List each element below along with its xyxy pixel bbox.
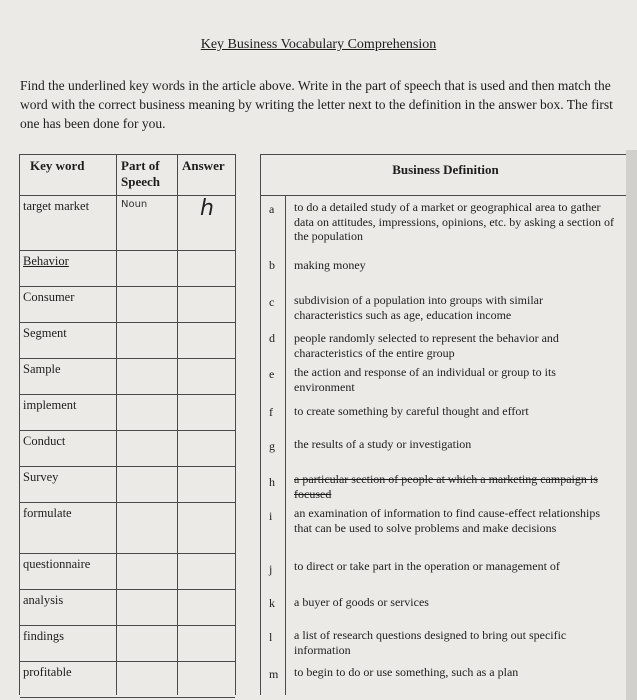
key-word: analysis (23, 593, 64, 607)
definition-text: a list of research questions designed to bring out specific information (294, 628, 567, 657)
definition-text: to direct or take part in the operation or management of (294, 559, 560, 573)
definition-letter: j (269, 562, 273, 576)
key-word: formulate (23, 506, 72, 520)
table-row (20, 626, 235, 662)
key-word: Sample (23, 362, 61, 376)
table-row (20, 251, 235, 287)
page-edge-shadow (626, 150, 637, 700)
instructions-text: Find the underlined key words in the article above. Write in the part of speech that is used and then match the word with the correct business meaning by writing the letter next to the definition in the answer box. The first one has been done for you. (20, 78, 613, 131)
definition-text: a particular section of people at which a marketing campaign is focused (294, 472, 598, 501)
definition-letter: m (269, 667, 279, 681)
table-row (20, 662, 235, 698)
key-word: target market (23, 199, 90, 213)
definition-text: to do a detailed study of a market or geographical area to gather data on attitudes, impressions, opinions, etc. by asking a section of the population (294, 200, 614, 243)
part-of-speech-cell[interactable]: Noun (121, 199, 148, 210)
definition-text: to create something by careful thought and effort (294, 404, 529, 418)
definition-letter: g (269, 439, 275, 453)
header-part-of-speech: Part of Speech (121, 158, 160, 189)
key-word: Conduct (23, 434, 66, 448)
key-word: findings (23, 629, 64, 643)
table-row (20, 359, 235, 395)
table-row (20, 196, 235, 251)
key-word: Segment (23, 326, 67, 340)
definition-text: making money (294, 258, 366, 272)
definition-letter: a (269, 202, 275, 216)
definition-text: subdivision of a population into groups with similar characteristics such as age, education income (294, 293, 543, 322)
definition-letter: d (269, 331, 275, 345)
key-word: implement (23, 398, 77, 412)
table-row (20, 431, 235, 467)
definition-letter: c (269, 295, 275, 309)
vocabulary-answer-table (19, 154, 236, 695)
answer-table-header (20, 155, 235, 196)
table-row (20, 323, 235, 359)
definition-text: an examination of information to find cause-effect relationships that can be used to solve problems and make decisions (294, 506, 601, 535)
answer-cell[interactable]: h (200, 196, 214, 221)
key-word: Behavior (23, 254, 69, 268)
definition-letter: h (269, 475, 275, 489)
table-row (20, 554, 235, 590)
key-word: profitable (23, 665, 72, 679)
business-definition-table (260, 154, 631, 695)
definition-letter: l (269, 630, 273, 644)
definition-letter: k (269, 596, 275, 610)
table-row (20, 395, 235, 431)
key-word: Consumer (23, 290, 75, 304)
table-row (20, 590, 235, 626)
table-row (20, 503, 235, 554)
definition-letter: b (269, 258, 275, 272)
worksheet-title: Key Business Vocabulary Comprehension (200, 37, 437, 52)
definition-text: a buyer of goods or services (294, 595, 429, 609)
header-answer: Answer (182, 158, 225, 173)
definition-text: the action and response of an individual or group to its environment (294, 365, 556, 394)
column-divider (285, 195, 286, 695)
table-row (20, 467, 235, 503)
definition-text: the results of a study or investigation (294, 437, 472, 451)
definition-letter: i (269, 509, 273, 523)
definition-letter: e (269, 367, 275, 381)
definition-table-header: Business Definition (261, 155, 630, 196)
header-key-word: Key word (30, 158, 85, 173)
definition-text: to begin to do or use something, such as a plan (294, 665, 519, 679)
key-word: questionnaire (23, 557, 91, 571)
table-row (20, 287, 235, 323)
definition-text: people randomly selected to represent the behavior and characteristics of the entire group (294, 331, 559, 360)
definition-letter: f (269, 405, 273, 419)
key-word: Survey (23, 470, 59, 484)
